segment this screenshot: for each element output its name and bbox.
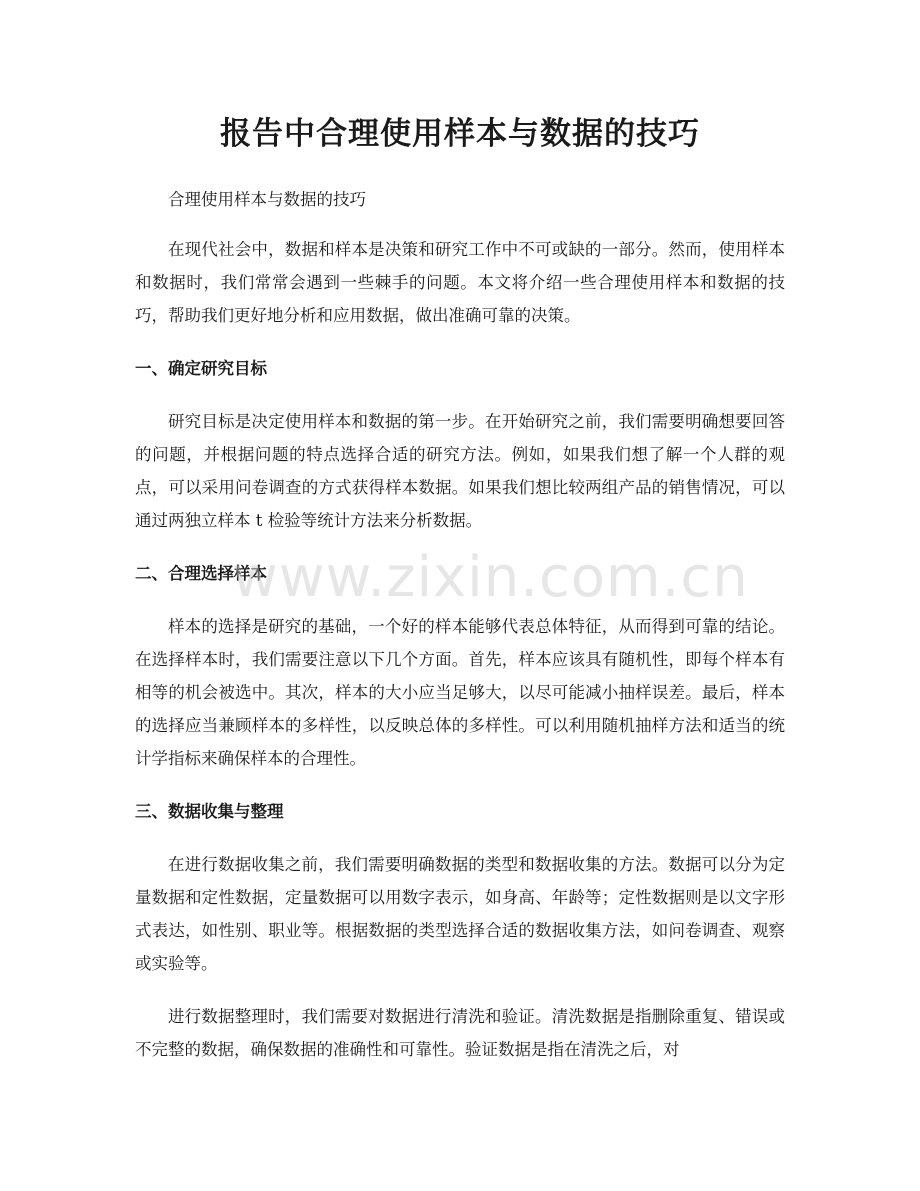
document-body	[135, 183, 785, 1086]
document-subtitle: 合理使用样本与数据的技巧	[168, 190, 366, 209]
section-3-paragraph-2: 进行数据整理时，我们需要对数据进行清洗和验证。清洗数据是指删除重复、错误或不完整的数据，确保数据的准确性和可靠性。验证数据是指在清洗之后，对	[135, 1007, 785, 1059]
section-heading-data-collection: 三、数据收集与整理	[135, 802, 284, 821]
document-title: 报告中合理使用样本与数据的技巧	[220, 116, 700, 152]
section-2-paragraph-1: 样本的选择是研究的基础，一个好的样本能够代表总体特征，从而得到可靠的结论。在选择样本时，我们需要注意以下几个方面。首先，样本应该具有随机性，即每个样本有相等的机会被选中。其次，样本的大小应当足够大，以尽可能减小抽样误差。最后，样本的选择应当兼顾样本的多样性，以反映总体的多样性。可以利用随机抽样方法和适当的统计学指标来确保样本的合理性。	[135, 617, 785, 768]
section-3-paragraph-1: 在进行数据收集之前，我们需要明确数据的类型和数据收集的方法。数据可以分为定量数据和定性数据，定量数据可以用数字表示，如身高、年龄等；定性数据则是以文字形式表达，如性别、职业等。根据数据的类型选择合适的数据收集方法，如问卷调查、观察或实验等。	[135, 855, 785, 973]
section-heading-sample-selection: 二、合理选择样本	[135, 564, 267, 583]
intro-paragraph: 在现代社会中，数据和样本是决策和研究工作中不可或缺的一部分。然而，使用样本和数据时，我们常常会遇到一些棘手的问题。本文将介绍一些合理使用样本和数据的技巧，帮助我们更好地分析和应用数据，做出准确可靠的决策。	[135, 240, 785, 325]
section-1-paragraph-1: 研究目标是决定使用样本和数据的第一步。在开始研究之前，我们需要明确想要回答的问题，并根据问题的特点选择合适的研究方法。例如，如果我们想了解一个人群的观点，可以采用问卷调查的方式获得样本数据。如果我们想比较两组产品的销售情况，可以通过两独立样本 t 检验等统计方法来分析数据。	[135, 412, 785, 530]
section-heading-research-goal: 一、确定研究目标	[135, 359, 267, 378]
watermark: www.zixin.com.cn	[232, 545, 749, 610]
